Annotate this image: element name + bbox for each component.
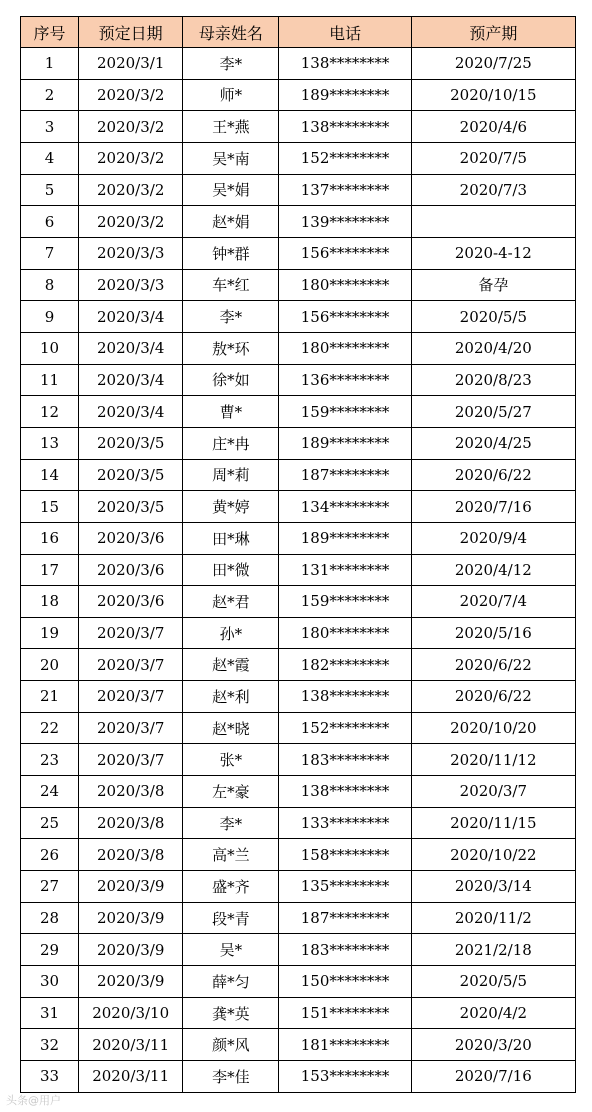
table-row [21, 934, 576, 966]
cell-due-date: 2020/10/22 [411, 839, 575, 871]
cell-phone: 152******** [279, 712, 411, 744]
cell-booking-date: 2020/3/9 [79, 966, 183, 998]
cell-booking-date: 2020/3/2 [79, 206, 183, 238]
cell-index: 24 [21, 776, 79, 808]
cell-booking-date: 2020/3/7 [79, 649, 183, 681]
cell-index: 30 [21, 966, 79, 998]
cell-due-date: 备孕 [411, 269, 575, 301]
cell-index: 5 [21, 174, 79, 206]
header-mother-name: 母亲姓名 [183, 17, 279, 48]
cell-due-date: 2020/3/14 [411, 871, 575, 903]
table-row [21, 142, 576, 174]
cell-mother-name: 曹* [183, 396, 279, 428]
cell-due-date: 2020/4/25 [411, 427, 575, 459]
table-row [21, 871, 576, 903]
cell-index: 8 [21, 269, 79, 301]
cell-index: 22 [21, 712, 79, 744]
cell-phone: 180******** [279, 269, 411, 301]
cell-phone: 152******** [279, 142, 411, 174]
cell-mother-name: 盛*齐 [183, 871, 279, 903]
cell-booking-date: 2020/3/3 [79, 269, 183, 301]
cell-mother-name: 王*燕 [183, 111, 279, 143]
cell-phone: 136******** [279, 364, 411, 396]
cell-mother-name: 李* [183, 301, 279, 333]
cell-booking-date: 2020/3/6 [79, 522, 183, 554]
cell-due-date: 2020/7/5 [411, 142, 575, 174]
cell-mother-name: 车*红 [183, 269, 279, 301]
cell-booking-date: 2020/3/9 [79, 902, 183, 934]
table-row [21, 237, 576, 269]
table-row [21, 712, 576, 744]
cell-index: 18 [21, 586, 79, 618]
cell-phone: 138******** [279, 111, 411, 143]
cell-booking-date: 2020/3/2 [79, 174, 183, 206]
cell-index: 6 [21, 206, 79, 238]
table-header [21, 17, 576, 48]
cell-phone: 138******** [279, 48, 411, 80]
cell-index: 4 [21, 142, 79, 174]
cell-mother-name: 薛*匀 [183, 966, 279, 998]
cell-booking-date: 2020/3/4 [79, 364, 183, 396]
cell-phone: 138******** [279, 776, 411, 808]
cell-due-date: 2020-4-12 [411, 237, 575, 269]
cell-mother-name: 赵*娟 [183, 206, 279, 238]
cell-phone: 181******** [279, 1029, 411, 1061]
cell-booking-date: 2020/3/5 [79, 427, 183, 459]
cell-phone: 134******** [279, 491, 411, 523]
cell-phone: 159******** [279, 586, 411, 618]
table-row [21, 649, 576, 681]
table-row [21, 364, 576, 396]
cell-index: 14 [21, 459, 79, 491]
cell-index: 23 [21, 744, 79, 776]
cell-phone: 151******** [279, 997, 411, 1029]
cell-due-date: 2021/2/18 [411, 934, 575, 966]
cell-booking-date: 2020/3/8 [79, 807, 183, 839]
cell-index: 33 [21, 1061, 79, 1093]
cell-index: 7 [21, 237, 79, 269]
cell-phone: 189******** [279, 427, 411, 459]
cell-due-date: 2020/5/5 [411, 966, 575, 998]
table-row [21, 396, 576, 428]
cell-mother-name: 李* [183, 48, 279, 80]
cell-index: 29 [21, 934, 79, 966]
cell-booking-date: 2020/3/1 [79, 48, 183, 80]
cell-mother-name: 黄*婷 [183, 491, 279, 523]
table-row [21, 617, 576, 649]
cell-due-date: 2020/10/15 [411, 79, 575, 111]
cell-due-date: 2020/5/27 [411, 396, 575, 428]
cell-due-date: 2020/11/2 [411, 902, 575, 934]
cell-due-date: 2020/11/15 [411, 807, 575, 839]
cell-booking-date: 2020/3/2 [79, 79, 183, 111]
table-body [21, 48, 576, 1093]
cell-due-date: 2020/6/22 [411, 459, 575, 491]
table-row [21, 776, 576, 808]
cell-due-date: 2020/9/4 [411, 522, 575, 554]
cell-mother-name: 田*微 [183, 554, 279, 586]
cell-booking-date: 2020/3/7 [79, 712, 183, 744]
cell-due-date: 2020/5/5 [411, 301, 575, 333]
cell-index: 2 [21, 79, 79, 111]
cell-due-date: 2020/5/16 [411, 617, 575, 649]
cell-booking-date: 2020/3/8 [79, 839, 183, 871]
cell-phone: 189******** [279, 79, 411, 111]
cell-due-date: 2020/3/7 [411, 776, 575, 808]
cell-phone: 133******** [279, 807, 411, 839]
cell-phone: 189******** [279, 522, 411, 554]
table-row [21, 79, 576, 111]
cell-phone: 135******** [279, 871, 411, 903]
cell-phone: 187******** [279, 459, 411, 491]
cell-booking-date: 2020/3/3 [79, 237, 183, 269]
table-row [21, 1029, 576, 1061]
cell-due-date: 2020/4/6 [411, 111, 575, 143]
cell-index: 20 [21, 649, 79, 681]
cell-index: 16 [21, 522, 79, 554]
cell-mother-name: 李* [183, 807, 279, 839]
cell-phone: 183******** [279, 934, 411, 966]
cell-booking-date: 2020/3/5 [79, 491, 183, 523]
cell-phone: 159******** [279, 396, 411, 428]
cell-booking-date: 2020/3/2 [79, 142, 183, 174]
cell-mother-name: 钟*群 [183, 237, 279, 269]
cell-mother-name: 赵*利 [183, 681, 279, 713]
table-row [21, 111, 576, 143]
cell-index: 31 [21, 997, 79, 1029]
cell-mother-name: 李*佳 [183, 1061, 279, 1093]
cell-index: 12 [21, 396, 79, 428]
cell-booking-date: 2020/3/7 [79, 617, 183, 649]
cell-phone: 156******** [279, 301, 411, 333]
cell-phone: 137******** [279, 174, 411, 206]
cell-phone: 156******** [279, 237, 411, 269]
table-row [21, 586, 576, 618]
cell-mother-name: 孙* [183, 617, 279, 649]
cell-booking-date: 2020/3/6 [79, 586, 183, 618]
cell-due-date: 2020/7/3 [411, 174, 575, 206]
cell-mother-name: 吴* [183, 934, 279, 966]
cell-index: 1 [21, 48, 79, 80]
table-row [21, 744, 576, 776]
cell-due-date: 2020/7/16 [411, 1061, 575, 1093]
cell-mother-name: 敖*环 [183, 332, 279, 364]
table-row [21, 839, 576, 871]
table-row [21, 206, 576, 238]
appointment-table [20, 16, 576, 1093]
cell-due-date: 2020/11/12 [411, 744, 575, 776]
table-row [21, 966, 576, 998]
cell-mother-name: 颜*风 [183, 1029, 279, 1061]
cell-mother-name: 徐*如 [183, 364, 279, 396]
cell-index: 10 [21, 332, 79, 364]
cell-due-date: 2020/6/22 [411, 649, 575, 681]
cell-phone: 150******** [279, 966, 411, 998]
table-row [21, 174, 576, 206]
cell-index: 28 [21, 902, 79, 934]
table-row [21, 427, 576, 459]
cell-phone: 180******** [279, 617, 411, 649]
cell-phone: 131******** [279, 554, 411, 586]
cell-mother-name: 高*兰 [183, 839, 279, 871]
cell-booking-date: 2020/3/2 [79, 111, 183, 143]
cell-due-date: 2020/4/2 [411, 997, 575, 1029]
cell-index: 3 [21, 111, 79, 143]
header-index: 序号 [21, 17, 79, 48]
cell-index: 11 [21, 364, 79, 396]
table-row [21, 1061, 576, 1093]
cell-index: 9 [21, 301, 79, 333]
cell-booking-date: 2020/3/11 [79, 1029, 183, 1061]
cell-phone: 138******** [279, 681, 411, 713]
cell-mother-name: 赵*君 [183, 586, 279, 618]
cell-index: 32 [21, 1029, 79, 1061]
cell-booking-date: 2020/3/10 [79, 997, 183, 1029]
cell-mother-name: 吴*南 [183, 142, 279, 174]
cell-booking-date: 2020/3/7 [79, 744, 183, 776]
table-row [21, 269, 576, 301]
cell-due-date: 2020/7/16 [411, 491, 575, 523]
cell-booking-date: 2020/3/9 [79, 871, 183, 903]
cell-index: 25 [21, 807, 79, 839]
cell-phone: 187******** [279, 902, 411, 934]
cell-index: 19 [21, 617, 79, 649]
cell-mother-name: 赵*霞 [183, 649, 279, 681]
cell-due-date: 2020/7/25 [411, 48, 575, 80]
cell-due-date: 2020/10/20 [411, 712, 575, 744]
header-row [21, 17, 576, 48]
cell-mother-name: 庄*冉 [183, 427, 279, 459]
cell-mother-name: 吴*娟 [183, 174, 279, 206]
table-row [21, 301, 576, 333]
cell-booking-date: 2020/3/6 [79, 554, 183, 586]
cell-due-date: 2020/8/23 [411, 364, 575, 396]
cell-mother-name: 龚*英 [183, 997, 279, 1029]
cell-booking-date: 2020/3/4 [79, 332, 183, 364]
cell-mother-name: 段*青 [183, 902, 279, 934]
cell-booking-date: 2020/3/5 [79, 459, 183, 491]
table-row [21, 332, 576, 364]
cell-due-date: 2020/6/22 [411, 681, 575, 713]
cell-index: 17 [21, 554, 79, 586]
cell-phone: 182******** [279, 649, 411, 681]
cell-due-date: 2020/4/20 [411, 332, 575, 364]
cell-mother-name: 师* [183, 79, 279, 111]
cell-phone: 180******** [279, 332, 411, 364]
cell-index: 21 [21, 681, 79, 713]
watermark: 头条@用户 [6, 1094, 61, 1107]
table-row [21, 491, 576, 523]
cell-booking-date: 2020/3/9 [79, 934, 183, 966]
cell-phone: 158******** [279, 839, 411, 871]
cell-mother-name: 张* [183, 744, 279, 776]
table-row [21, 459, 576, 491]
table-row [21, 902, 576, 934]
cell-booking-date: 2020/3/4 [79, 396, 183, 428]
table-row [21, 807, 576, 839]
cell-mother-name: 田*琳 [183, 522, 279, 554]
table-row [21, 48, 576, 80]
cell-due-date: 2020/4/12 [411, 554, 575, 586]
cell-due-date: 2020/3/20 [411, 1029, 575, 1061]
cell-index: 26 [21, 839, 79, 871]
cell-index: 13 [21, 427, 79, 459]
cell-phone: 139******** [279, 206, 411, 238]
header-phone: 电话 [279, 17, 411, 48]
cell-phone: 183******** [279, 744, 411, 776]
cell-booking-date: 2020/3/4 [79, 301, 183, 333]
header-booking-date: 预定日期 [79, 17, 183, 48]
cell-mother-name: 左*豪 [183, 776, 279, 808]
cell-booking-date: 2020/3/7 [79, 681, 183, 713]
cell-phone: 153******** [279, 1061, 411, 1093]
cell-mother-name: 赵*晓 [183, 712, 279, 744]
table-row [21, 681, 576, 713]
cell-booking-date: 2020/3/11 [79, 1061, 183, 1093]
table-row [21, 997, 576, 1029]
cell-index: 27 [21, 871, 79, 903]
cell-mother-name: 周*莉 [183, 459, 279, 491]
cell-booking-date: 2020/3/8 [79, 776, 183, 808]
header-due-date: 预产期 [411, 17, 575, 48]
table-row [21, 522, 576, 554]
cell-due-date: 2020/7/4 [411, 586, 575, 618]
cell-index: 15 [21, 491, 79, 523]
cell-due-date [411, 206, 575, 238]
table-row [21, 554, 576, 586]
